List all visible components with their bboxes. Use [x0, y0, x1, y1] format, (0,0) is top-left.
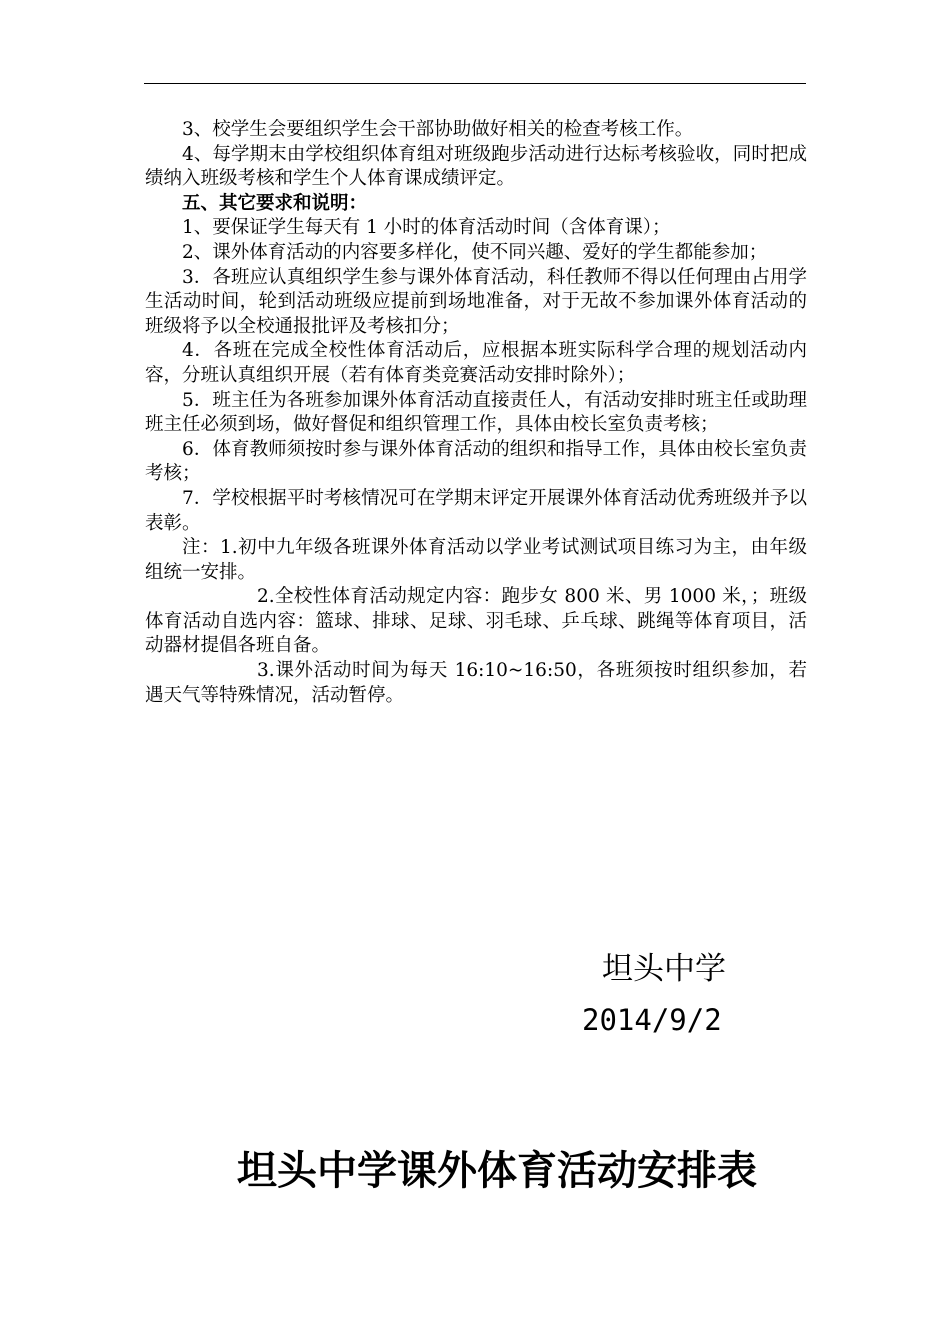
section-heading-other-requirements: 五、其它要求和说明：: [182, 192, 368, 214]
note-item-1: 注：1.初中九年级各班课外体育活动以学业考试测试项目练习为主，由年级组统一安排。: [145, 537, 807, 583]
requirement-item-2: 2、课外体育活动的内容要多样化，使不同兴趣、爱好的学生都能参加；: [182, 241, 768, 263]
note-item-3: 3.课外活动时间为每天 16:10~16:50，各班须按时组织参加，若遇天气等特殊情况，活动暂停。: [145, 660, 807, 706]
document-title: 坦头中学课外体育活动安排表: [237, 1148, 757, 1194]
document-body: [145, 118, 807, 708]
paragraph-item-4: 4、每学期末由学校组织体育组对班级跑步活动进行达标考核验收，同时把成绩纳入班级考核和学生个人体育课成绩评定。: [145, 143, 807, 190]
requirement-item-1: 1、要保证学生每天有 1 小时的体育活动时间（含体育课）；: [182, 217, 671, 239]
note-item-2: 2.全校性体育活动规定内容：跑步女 800 米、男 1000 米，；班级体育活动自选内容：篮球、排球、足球、羽毛球、乒乓球、跳绳等体育项目，活动器材提倡各班自备。: [145, 586, 807, 657]
paragraph-item-3: 3、校学生会要组织学生会干部协助做好相关的检查考核工作。: [182, 119, 694, 140]
requirement-item-4: 4．各班在完成全校性体育活动后，应根据本班实际科学合理的规划活动内容，分班认真组织开展（若有体育类竞赛活动安排时除外）；: [145, 340, 807, 386]
header-rule: [144, 83, 806, 84]
signature-organization: 坦头中学: [602, 951, 726, 987]
requirement-item-7: 7．学校根据平时考核情况可在学期末评定开展课外体育活动优秀班级并予以表彰。: [145, 487, 807, 534]
signature-date: 2014/9/2: [582, 1003, 722, 1037]
requirement-item-6: 6．体育教师须按时参与课外体育活动的组织和指导工作，具体由校长室负责考核；: [145, 438, 807, 485]
requirement-item-5: 5．班主任为各班参加课外体育活动直接责任人，有活动安排时班主任或助理班主任必须到场，做好督促和组织管理工作，具体由校长室负责考核；: [145, 389, 807, 436]
requirement-item-3: 3．各班应认真组织学生参与课外体育活动，科任教师不得以任何理由占用学生活动时间，轮到活动班级应提前到场地准备，对于无故不参加课外体育活动的班级将予以全校通报批评及考核扣分；: [145, 266, 807, 337]
